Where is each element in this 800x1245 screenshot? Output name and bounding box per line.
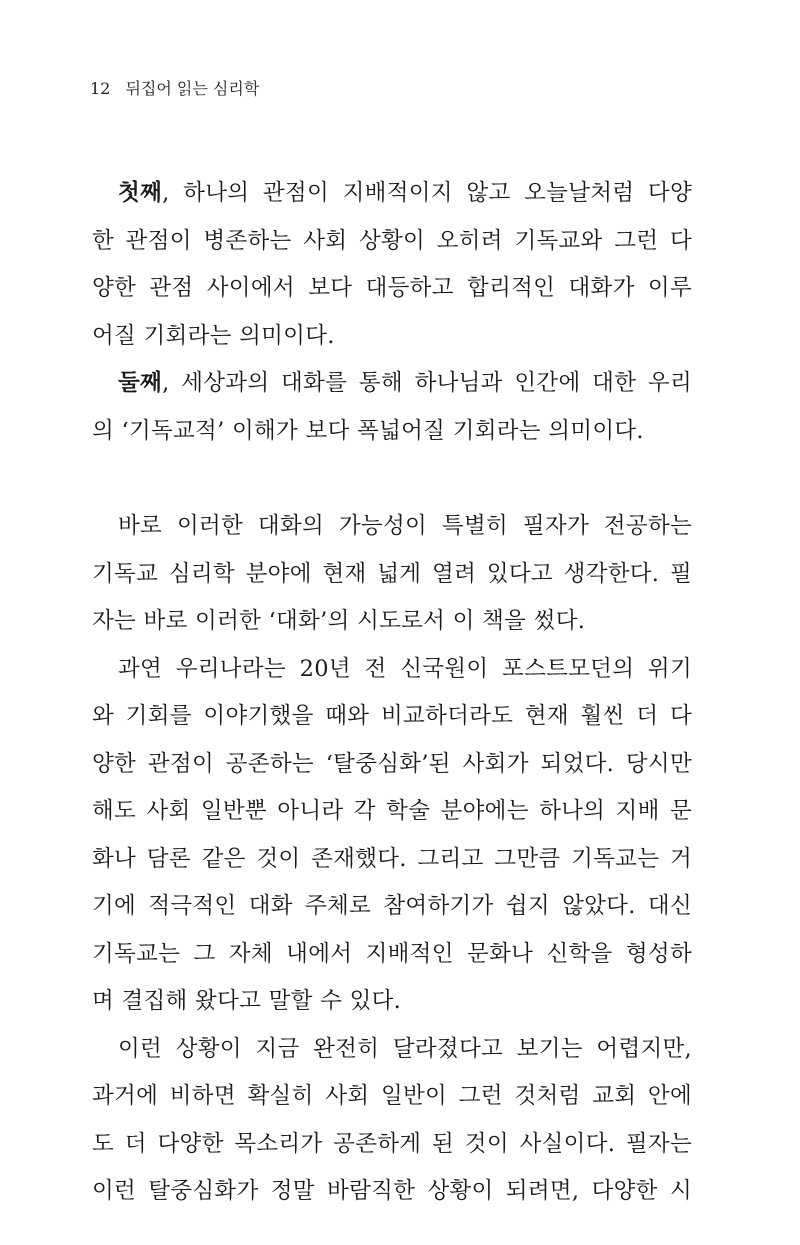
text-line: 한 관점이 병존하는 사회 상황이 오히려 기독교와 그런 다	[92, 227, 692, 254]
text-line: 과거에 비하면 확실히 사회 일반이 그런 것처럼 교회 안에	[92, 1083, 692, 1109]
text-line: 기독교는 그 자체 내에서 지배적인 문화나 신학을 형성하	[92, 940, 692, 967]
running-header	[90, 79, 259, 99]
text-line: 이런 상황이 지금 완전히 달라졌다고 보기는 어렵지만,	[118, 1035, 692, 1062]
body-text	[92, 170, 692, 1216]
lead-word: 첫째	[118, 180, 163, 206]
paragraph-second	[92, 360, 692, 455]
text-line: 첫째, 하나의 관점이 지배적이지 않고 오늘날처럼 다양	[118, 180, 692, 206]
paragraph	[92, 1026, 692, 1216]
text-line: 화나 담론 같은 것이 존재했다. 그리고 그만큼 기독교는 거	[92, 845, 692, 872]
text-line: 어질 기회라는 의미이다.	[92, 322, 335, 349]
text-line: 기독교 심리학 분야에 현재 넓게 열려 있다고 생각한다. 필	[92, 560, 692, 587]
text-line: 둘째, 세상과의 대화를 통해 하나님과 인간에 대한 우리	[118, 370, 692, 396]
text-line: 의 ‘기독교적’ 이해가 보다 폭넓어질 기회라는 의미이다.	[92, 417, 644, 444]
section-gap	[92, 455, 692, 503]
book-title: 뒤집어 읽는 심리학	[125, 79, 260, 98]
lead-word: 둘째	[118, 370, 163, 396]
text-line: 양한 관점이 공존하는 ‘탈중심화’된 사회가 되었다. 당시만	[92, 750, 692, 777]
text-line: 기에 적극적인 대화 주체로 참여하기가 쉽지 않았다. 대신	[92, 893, 692, 919]
text-line: 양한 관점 사이에서 보다 대등하고 합리적인 대화가 이루	[92, 275, 692, 301]
text-line: 며 결집해 왔다고 말할 수 있다.	[92, 988, 402, 1014]
text-line: 도 더 다양한 목소리가 공존하게 된 것이 사실이다. 필자는	[92, 1130, 692, 1157]
text-line: 과연 우리나라는 20년 전 신국원이 포스트모던의 위기	[118, 655, 692, 682]
page-number: 12	[90, 79, 111, 98]
text-line: 와 기회를 이야기했을 때와 비교하더라도 현재 훨씬 더 다	[92, 703, 692, 729]
paragraph-first	[92, 170, 692, 360]
text-line: 자는 바로 이러한 ‘대화’의 시도로서 이 책을 썼다.	[92, 608, 586, 634]
text-line: 해도 사회 일반뿐 아니라 각 학술 분야에는 하나의 지배 문	[92, 798, 692, 824]
paragraph	[92, 503, 692, 646]
paragraph	[92, 646, 692, 1026]
text-line: 바로 이러한 대화의 가능성이 특별히 필자가 전공하는	[118, 513, 692, 539]
text-line: 이런 탈중심화가 정말 바람직한 상황이 되려면, 다양한 시	[92, 1178, 692, 1204]
